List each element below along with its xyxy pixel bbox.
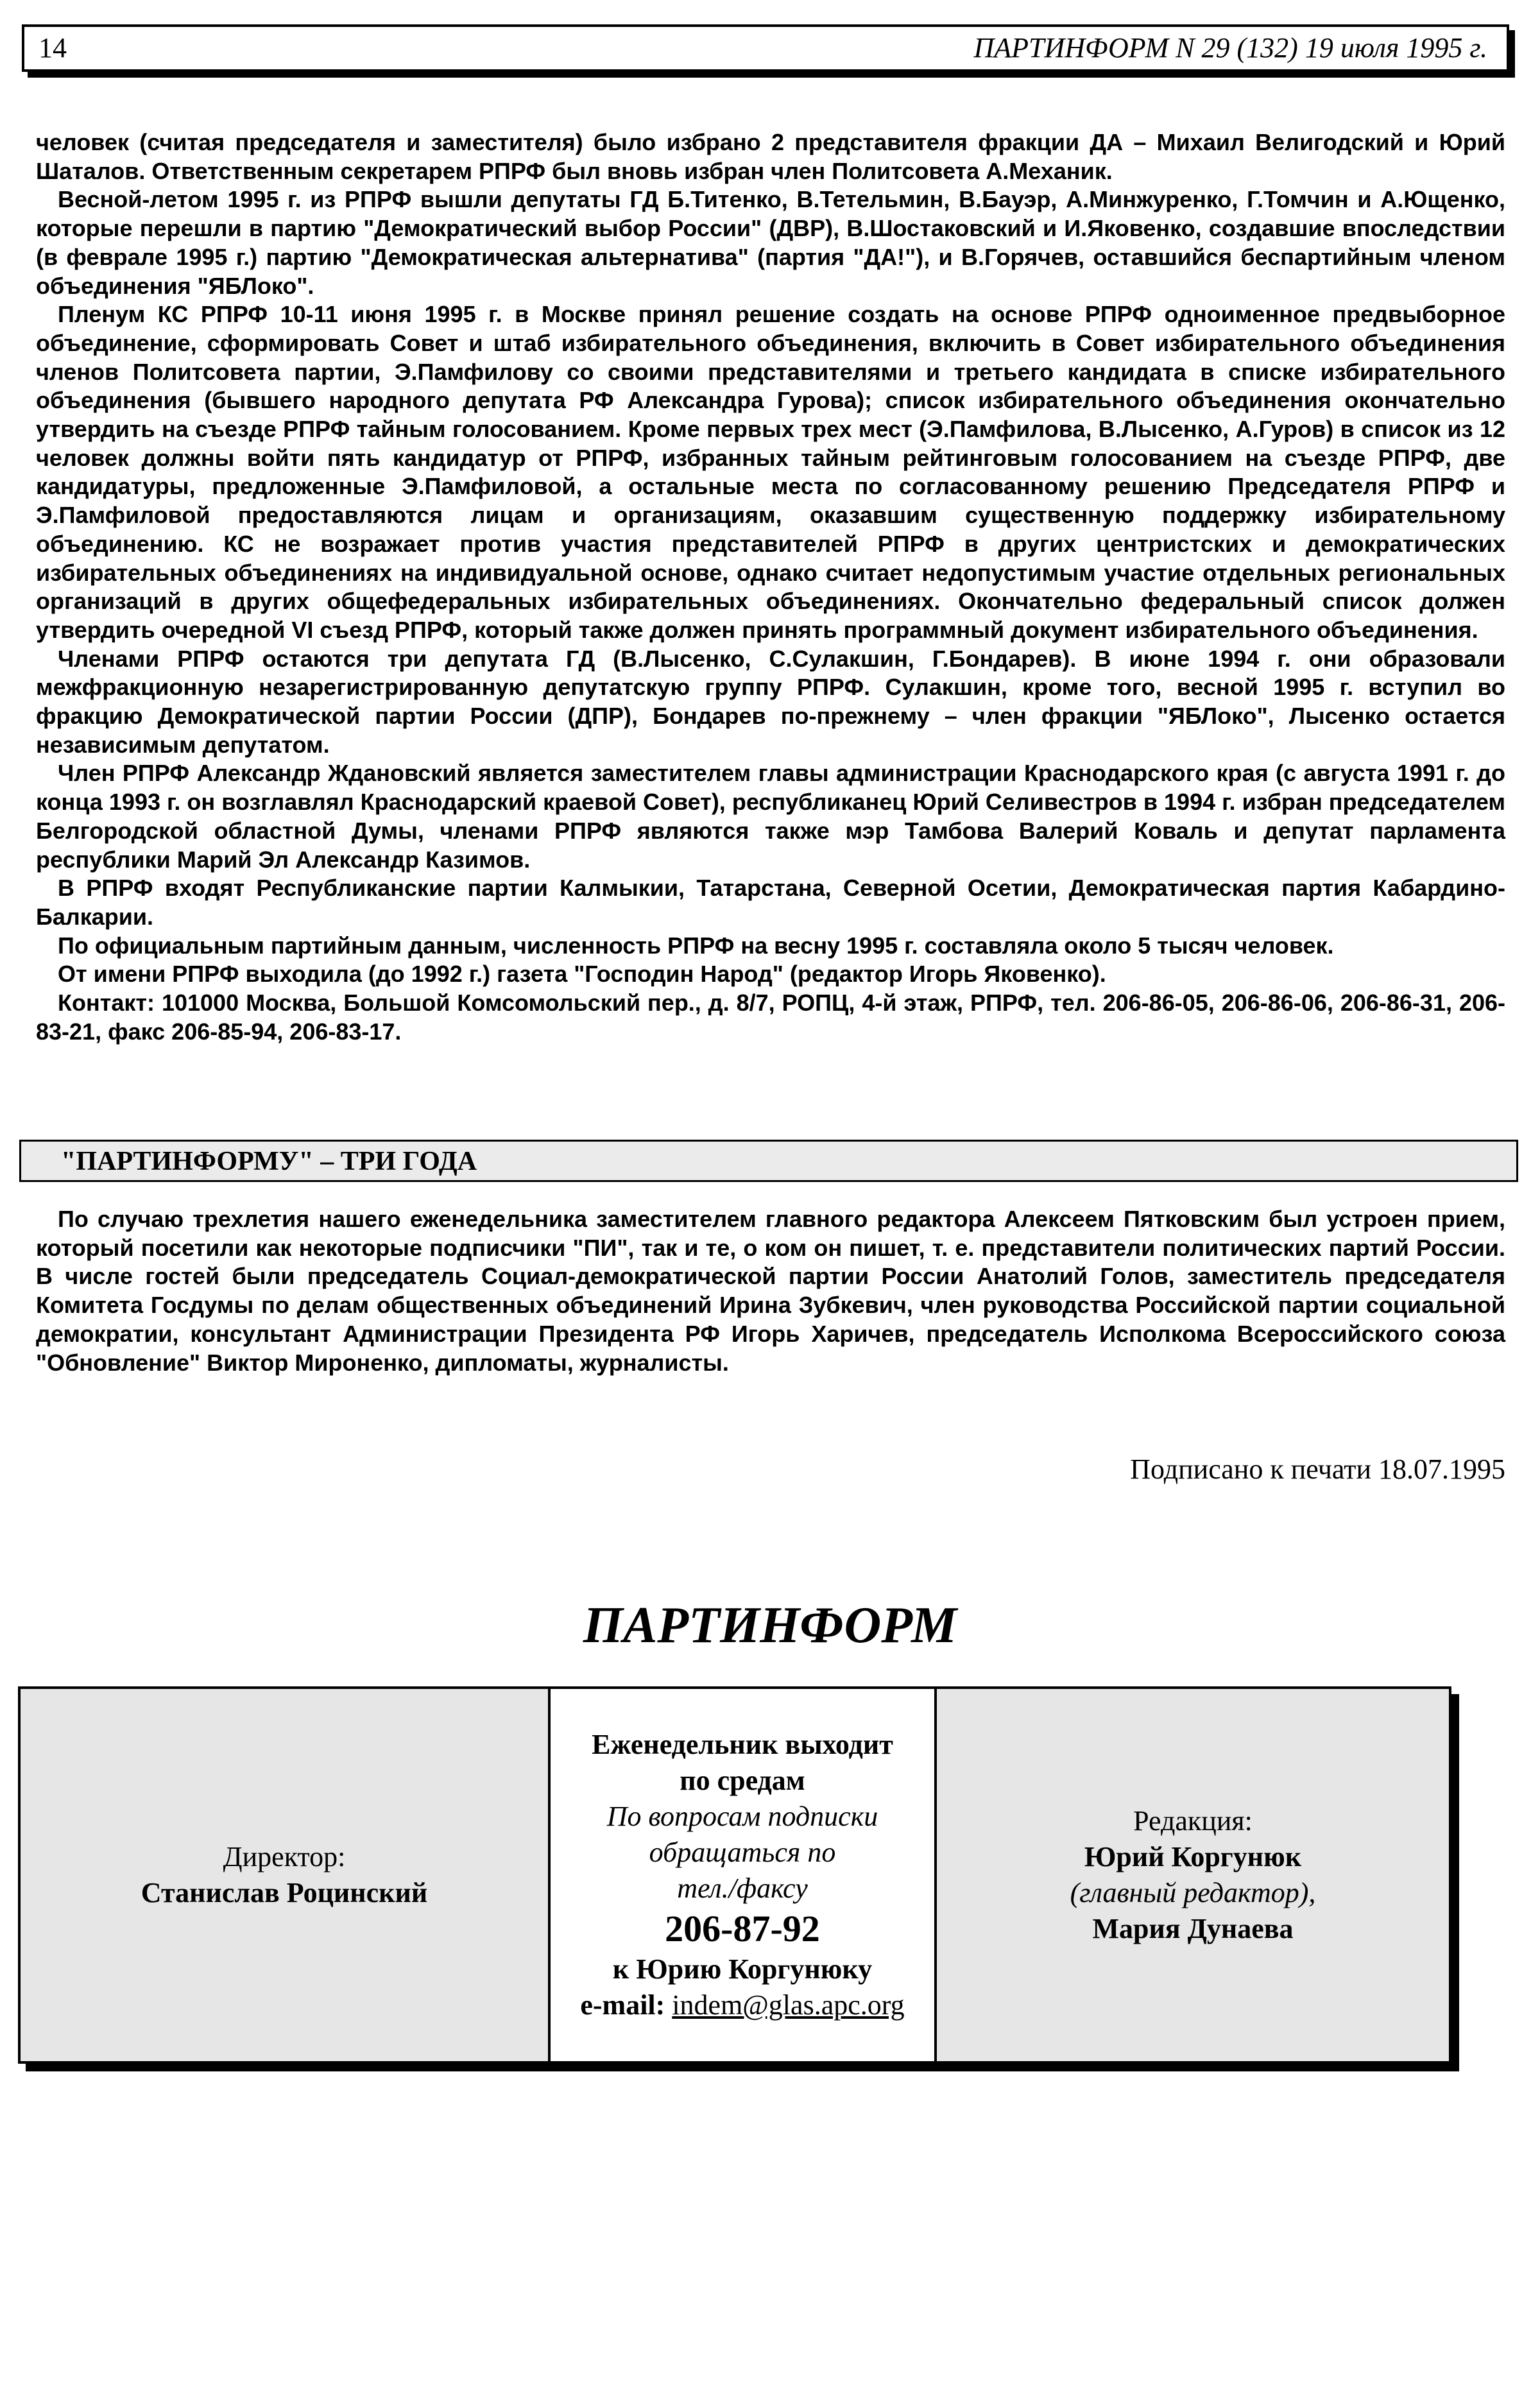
article-paragraph: Член РПРФ Александр Ждановский является заместителем главы администрации Краснодарского края (с августа 1991 г. до конца 1993 г. он возглавлял Краснодарский краевой Совет), республиканец Юрий Селивестров в 1994 г. избран председателем Белгородской областной Думы, членами РПРФ являются также мэр Тамбова Валерий Коваль и депутат парламента республики Марий Эл Александр Казимов. bbox=[36, 760, 1505, 873]
section-heading-box bbox=[19, 1140, 1518, 1182]
email-line bbox=[580, 1987, 904, 2023]
email-label: e-mail: bbox=[580, 1989, 665, 2021]
article-paragraph: человек (считая председателя и заместителя) было избрано 2 представителя фракции ДА – Михаил Велигодский и Юрий Шаталов. Ответственным секретарем РПРФ был вновь избран член Политсовета А.Механик. bbox=[36, 129, 1505, 184]
editorial-cell bbox=[937, 1689, 1449, 2061]
weekly-line: Еженедельник выходит bbox=[592, 1729, 893, 1760]
subscription-line: тел./факсу bbox=[677, 1872, 808, 1904]
subscription-cell bbox=[551, 1689, 937, 2061]
signed-to-print: Подписано к печати 18.07.1995 bbox=[1130, 1453, 1505, 1485]
article-paragraph: По официальным партийным данным, численность РПРФ на весну 1995 г. составляла около 5 тысяч человек. bbox=[58, 932, 1334, 959]
subscription-line: обращаться по bbox=[649, 1837, 836, 1868]
article-paragraph: От имени РПРФ выходила (до 1992 г.) газета "Господин Народ" (редактор Игорь Яковенко). bbox=[58, 961, 1106, 988]
article-paragraph: Весной-летом 1995 г. из РПРФ вышли депутаты ГД Б.Титенко, В.Тетельмин, В.Бауэр, А.Минжуренко, Г.Томчин и А.Ющенко, которые перешли в партию "Демократический выбор России" (ДВР), В.Шостаковский и И.Яковенко, создавшие впоследствии (в феврале 1995 г.) партию "Демократическая альтернатива" (партия "ДА!"), и В.Горячев, оставшийся беспартийным членом объединения "ЯБЛоко". bbox=[36, 186, 1505, 299]
article-paragraph: Пленум КС РПРФ 10-11 июня 1995 г. в Москве принял решение создать на основе РПРФ одноименное предвыборное объединение, сформировать Совет и штаб избирательного объединения, включить в Совет избирательного объединения членов Политсовета партии, Э.Памфилову со своими представителями и третьего кандидата в списке избирательного объединения (бывшего народного депутата РФ Александра Гурова); список избирательного объединения окончательно утвердить на съезде РПРФ тайным голосованием. Кроме первых трех мест (Э.Памфилова, В.Лысенко, А.Гуров) в список из 12 человек должны войти пять кандидатур от РПРФ, избранных тайным рейтинговым голосованием на съезде РПРФ, две кандидатуры, предложенные Э.Памфиловой, а остальные места по согласованному решению Председателя РПРФ и Э.Памфиловой предоставляются лицам и организациям, оказавшим существенную поддержку избирательному объединению. КС не возражает против участия представителей РПРФ в других центристских и демократических избирательных объединениях на индивидуальной основе, однако считает недопустимым участие отдельных региональных организаций в других общефедеральных избирательных объединениях. Окончательно федеральный список должен утвердить очередной VI съезд РПРФ, который также должен принять программный документ избирательного объединения. bbox=[36, 301, 1505, 643]
editor2-name: Мария Дунаева bbox=[1092, 1913, 1294, 1944]
page-number: 14 bbox=[38, 32, 67, 64]
anniversary-paragraph: По случаю трехлетия нашего еженедельника заместителем главного редактора Алексеем Пятковским был устроен прием, который посетили как некоторые подписчики "ПИ", так и те, о ком он пишет, т. е. представители политических партий России. В числе гостей были председатель Социал-демократической партии России Анатолий Голов, заместитель председателя Комитета Госдумы по делам общественных объединений Ирина Зубкевич, член руководства Российской партии социальной демократии, консультант Администрации Президента РФ Игорь Харичев, председатель Исполкома Всероссийского союза "Обновление" Виктор Мироненко, дипломаты, журналисты. bbox=[36, 1206, 1505, 1376]
contact-person: к Юрию Коргунюку bbox=[612, 1953, 873, 1985]
masthead-title: ПАРТИНФОРМ bbox=[583, 1597, 957, 1654]
article-paragraph: Членами РПРФ остаются три депутата ГД (В.Лысенко, С.Сулакшин, Г.Бондарев). В июне 1994 г. они образовали межфракционную незарегистрированную депутатскую группу РПРФ. Сулакшин, кроме того, весной 1995 г. вступил во фракцию Демократической партии России (ДПР), Бондарев по-прежнему – член фракции "ЯБЛоко", Лысенко остается независимым депутатом. bbox=[36, 645, 1505, 758]
director-cell bbox=[21, 1689, 551, 2061]
imprint-table bbox=[18, 1686, 1451, 2064]
article-paragraph: В РПРФ входят Республиканские партии Калмыкии, Татарстана, Северной Осетии, Демократическая партия Кабардино-Балкарии. bbox=[36, 875, 1505, 930]
anniversary-note bbox=[36, 1205, 1505, 1377]
email-link[interactable]: indem@glas.apc.org bbox=[672, 1989, 905, 2021]
phone-number: 206-87-92 bbox=[665, 1908, 820, 1949]
director-name: Станислав Роцинский bbox=[141, 1877, 428, 1908]
weekly-line: по средам bbox=[680, 1765, 805, 1796]
editorial-label: Редакция: bbox=[1133, 1805, 1253, 1837]
contact-paragraph: Контакт: 101000 Москва, Большой Комсомольский пер., д. 8/7, РОПЦ, 4-й этаж, РПРФ, тел. 206-86-05, 206-86-06, 206-86-31, 206-83-21, факс 206-85-94, 206-83-17. bbox=[36, 990, 1505, 1045]
article-body bbox=[36, 128, 1505, 1047]
page-header bbox=[22, 24, 1509, 72]
issue-title: ПАРТИНФОРМ N 29 (132) 19 июля 1995 г. bbox=[973, 32, 1487, 64]
editor-role: (главный редактор), bbox=[1070, 1877, 1316, 1908]
director-label: Директор: bbox=[223, 1841, 346, 1872]
section-heading: "ПАРТИНФОРМУ" – ТРИ ГОДА bbox=[61, 1147, 477, 1176]
subscription-line: По вопросам подписки bbox=[606, 1801, 878, 1832]
editor-name: Юрий Коргунюк bbox=[1084, 1841, 1302, 1872]
